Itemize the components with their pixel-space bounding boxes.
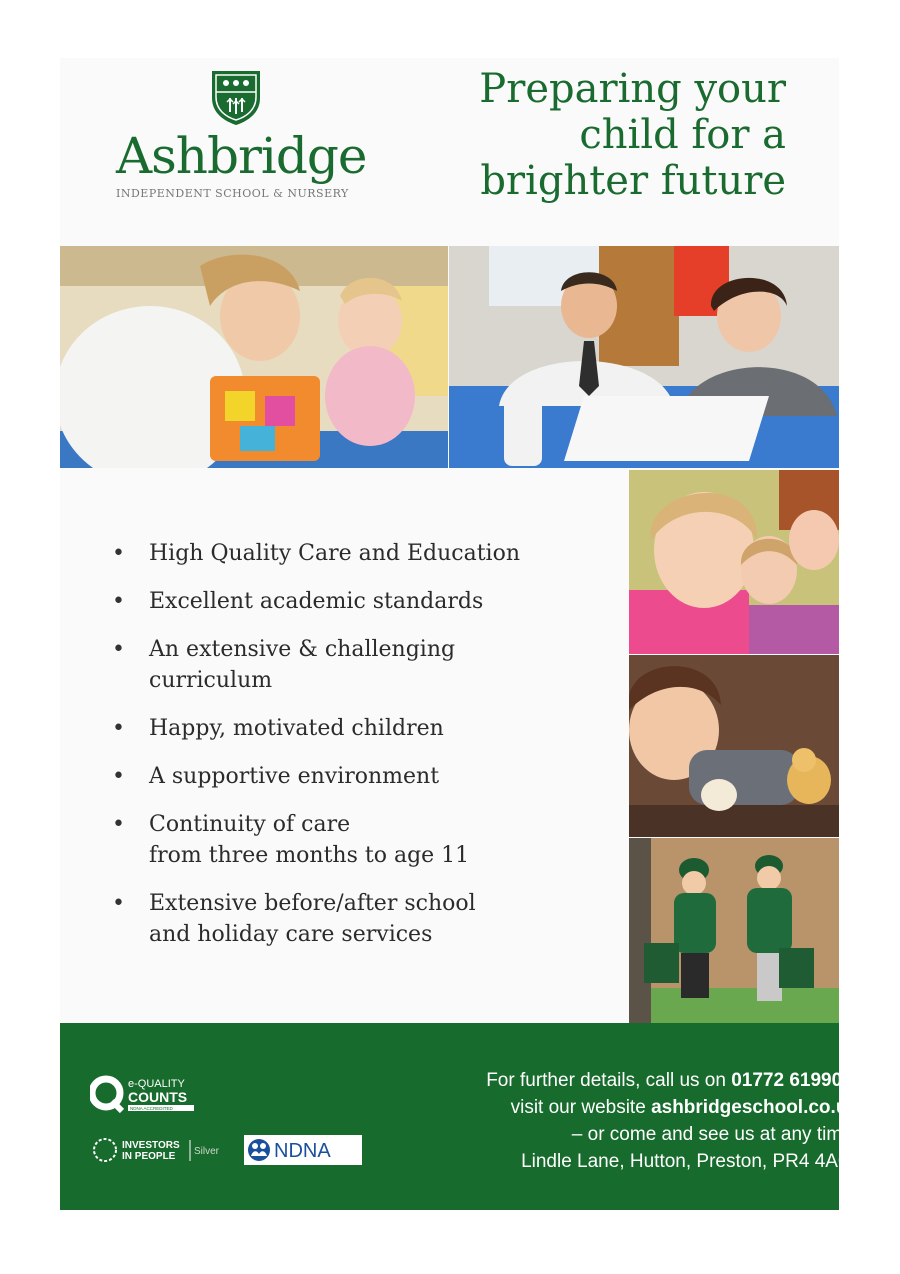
feature-item <box>112 634 602 696</box>
feature-item <box>112 713 602 744</box>
phone-number[interactable]: 01772 619900 <box>731 1070 853 1091</box>
feature-text: • Excellent academic standards <box>149 589 484 614</box>
equality-bottom-text: COUNTS <box>128 1089 188 1105</box>
contact-address: Lindle Lane, Hutton, Preston, PR4 4AQ. <box>521 1151 858 1172</box>
website-link[interactable]: ashbridgeschool.co.uk <box>651 1097 858 1118</box>
contact-line-phone <box>398 1067 858 1094</box>
feature-item <box>112 888 602 950</box>
photo-children-outdoors <box>629 838 839 1023</box>
website-prefix: visit our website <box>510 1097 652 1118</box>
feature-text: • Happy, motivated children <box>149 716 444 741</box>
investors-line2: IN PEOPLE <box>122 1151 176 1162</box>
feature-list <box>112 538 602 967</box>
equality-tag-text: NDNA ACCREDITED <box>130 1106 173 1111</box>
photo-nursery-baby <box>60 246 448 468</box>
feature-text: • Continuity of care <box>149 812 351 837</box>
brand-subtitle: INDEPENDENT SCHOOL & NURSERY <box>116 187 349 200</box>
headline-line: child for a <box>579 112 786 158</box>
feature-text: • An extensive & challenging <box>149 637 456 662</box>
investors-in-people-logo <box>92 1135 232 1165</box>
feature-item <box>112 538 602 569</box>
school-crest-icon <box>208 68 264 126</box>
photo-teacher-pupil <box>449 246 839 468</box>
feature-text: • A supportive environment <box>149 764 440 789</box>
photo-smiling-children <box>629 470 839 654</box>
brand-name: Ashbridge <box>116 127 367 185</box>
investors-level: Silver <box>194 1146 220 1157</box>
feature-text: from three months to age 11 <box>149 843 470 868</box>
photo-boy-with-chick <box>629 655 839 837</box>
contact-line-visit: – or come and see us at any time. <box>571 1124 858 1145</box>
headline <box>386 66 786 204</box>
feature-item <box>112 761 602 792</box>
feature-text: curriculum <box>149 668 273 693</box>
contact-prefix: For further details, call us on <box>486 1070 732 1091</box>
equality-top-text: e-QUALITY <box>128 1078 185 1090</box>
contact-details <box>398 1067 858 1175</box>
feature-text: • Extensive before/after school <box>149 891 476 916</box>
investors-line1: INVESTORS <box>122 1140 180 1151</box>
contact-line-website <box>398 1094 858 1121</box>
phone-suffix: , <box>852 1070 858 1091</box>
feature-text: and holiday care services <box>149 922 433 947</box>
feature-text: • High Quality Care and Education <box>149 541 521 566</box>
feature-item <box>112 586 602 617</box>
equality-counts-logo <box>90 1073 200 1119</box>
headline-line: brighter future <box>480 158 786 204</box>
ndna-logo <box>244 1135 362 1165</box>
headline-line: Preparing your <box>479 66 786 112</box>
feature-item <box>112 809 602 871</box>
ndna-text: NDNA <box>274 1140 331 1162</box>
